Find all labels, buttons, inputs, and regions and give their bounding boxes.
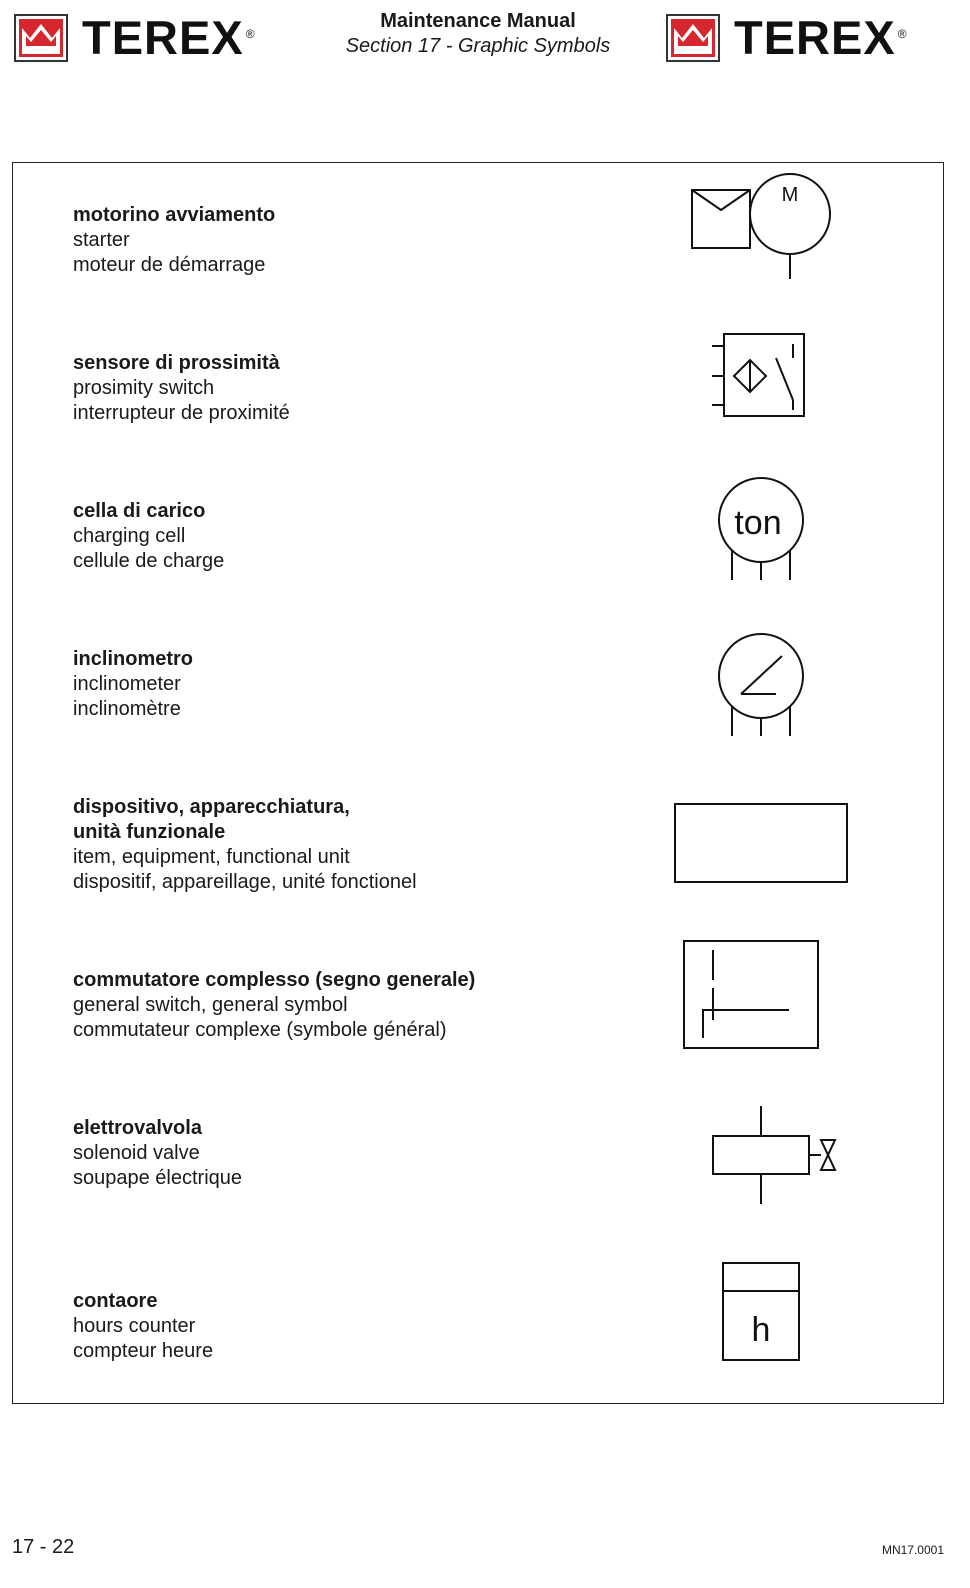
manual-title: Maintenance Manual (380, 10, 576, 32)
proximity-switch-symbol (712, 332, 808, 420)
label-english: charging cell (73, 525, 186, 547)
label-italian: sensore di prossimità (73, 352, 280, 374)
label-english: starter (73, 229, 130, 251)
brand-name-left: TEREX (82, 11, 244, 64)
load-cell-label: ton (734, 504, 782, 542)
inclinometer-symbol (716, 632, 808, 740)
label-italian: cella di carico (73, 500, 206, 522)
registered-mark-left: ® (245, 27, 256, 41)
brand-name-right: TEREX (734, 11, 896, 64)
label-italian: contaore (73, 1290, 158, 1312)
solenoid-valve-symbol (711, 1106, 839, 1206)
entry-hours-counter (73, 1289, 213, 1364)
entry-charging-cell (73, 499, 224, 574)
section-subtitle: Section 17 - Graphic Symbols (345, 35, 611, 57)
label-english: inclinometer (73, 673, 181, 695)
label-italian: commutatore complesso (segno generale) (73, 969, 476, 991)
general-switch-symbol (683, 940, 821, 1052)
load-cell-symbol (716, 476, 808, 584)
terex-logo-right (666, 11, 908, 64)
label-english: prosimity switch (73, 377, 215, 399)
label-english: item, equipment, functional unit (73, 846, 350, 868)
label-italian-line1: dispositivo, apparecchiatura, (73, 796, 350, 818)
label-italian-line2: unità funzionale (73, 821, 226, 843)
label-english: hours counter (73, 1315, 196, 1337)
label-french: interrupteur de proximité (73, 402, 290, 424)
document-code: MN17.0001 (881, 1543, 944, 1557)
label-french: dispositif, appareillage, unité fonctionel (73, 871, 417, 893)
entry-general-switch (73, 968, 475, 1043)
entry-functional-unit (73, 795, 417, 895)
hours-counter-label: h (751, 1311, 771, 1349)
entry-starter (73, 203, 275, 278)
entry-proximity-switch (73, 351, 290, 426)
terex-crown-icon (666, 14, 720, 62)
label-french: inclinomètre (73, 698, 181, 720)
entry-solenoid-valve (73, 1116, 242, 1191)
page-header (330, 9, 626, 59)
label-english: solenoid valve (73, 1142, 200, 1164)
label-italian: inclinometro (73, 648, 194, 670)
label-italian: elettrovalvola (73, 1117, 202, 1139)
functional-unit-symbol (674, 803, 850, 885)
hours-counter-symbol (721, 1261, 801, 1363)
label-french: compteur heure (73, 1340, 214, 1362)
motor-label: M (781, 184, 799, 206)
starter-motor-symbol (690, 172, 835, 282)
page-number: 17 - 22 (12, 1536, 75, 1558)
label-french: soupape électrique (73, 1167, 243, 1189)
label-french: cellule de charge (73, 550, 225, 572)
label-french: commutateur complexe (symbole général) (73, 1019, 447, 1041)
terex-logo-left (14, 11, 256, 64)
label-french: moteur de démarrage (73, 254, 266, 276)
registered-mark-right: ® (897, 27, 908, 41)
entry-inclinometer (73, 647, 193, 722)
terex-crown-icon (14, 14, 68, 62)
label-english: general switch, general symbol (73, 994, 348, 1016)
label-italian: motorino avviamento (73, 204, 276, 226)
